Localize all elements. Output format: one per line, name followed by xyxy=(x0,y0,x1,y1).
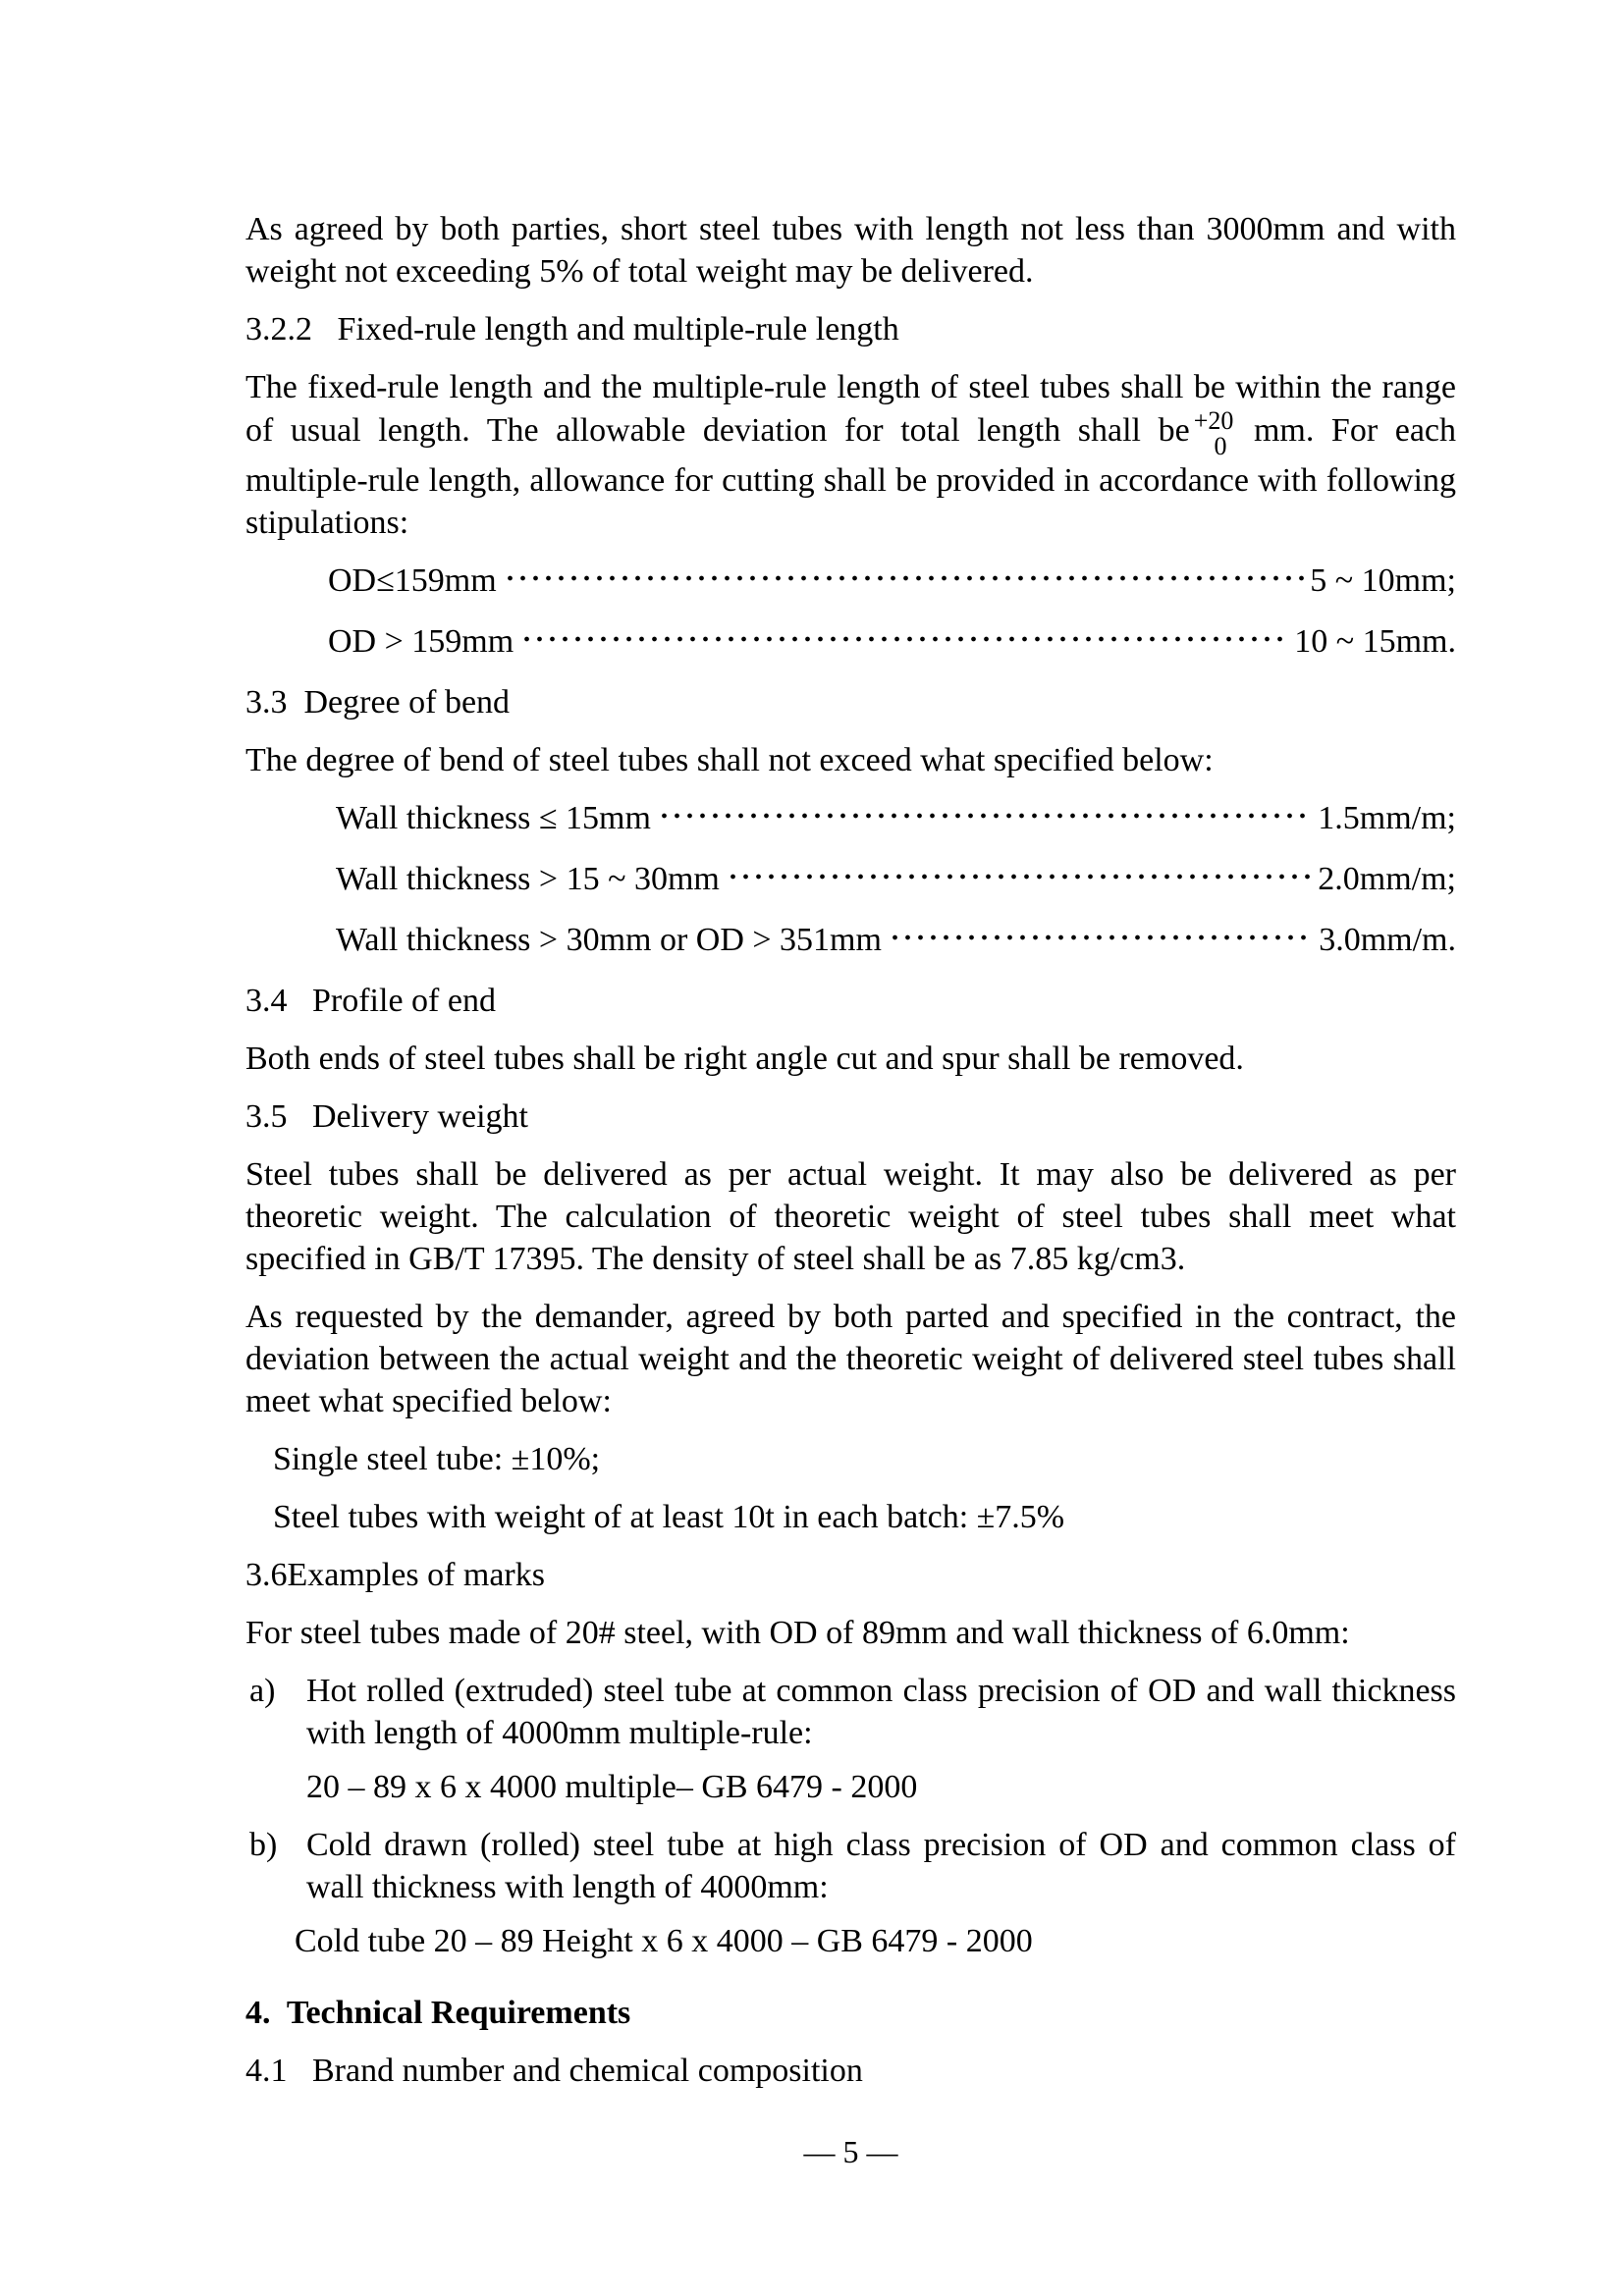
leader-label: Wall thickness > 15 ~ 30mm xyxy=(336,861,720,897)
leader-row-wall-3 xyxy=(245,919,1456,961)
list-text-a: Hot rolled (extruded) steel tube at common class precision of OD and wall thickness with length of 4000mm multiple-rule: xyxy=(306,1673,1456,1751)
para-delivery-weight-1: Steel tubes shall be delivered as per actual weight. It may also be delivered as per theoretic weight. The calculation of theoretic weight of steel tubes shall meet what specified in GB/T 17395. The density of steel shall be as 7.85 kg/cm3. xyxy=(245,1156,1456,1277)
mark-code-a: 20 – 89 x 6 x 4000 multiple– GB 6479 - 2000 xyxy=(306,1769,918,1805)
leader-row-wall-2 xyxy=(245,858,1456,900)
heading-3-5: 3.5 Delivery weight xyxy=(245,1098,528,1135)
leader-value: 10 ~ 15mm. xyxy=(1294,623,1456,660)
page-number: — 5 — xyxy=(803,2134,898,2169)
list-marker-a: a) xyxy=(249,1673,276,1709)
leader-row-wall-1 xyxy=(245,797,1456,839)
tolerance-upper: +20 xyxy=(1193,406,1234,435)
para-degree-of-bend: The degree of bend of steel tubes shall not exceed what specified below: xyxy=(245,742,1214,778)
document-page xyxy=(245,208,1465,2108)
heading-3-6: 3.6Examples of marks xyxy=(245,1557,545,1593)
leader-value: 5 ~ 10mm; xyxy=(1310,562,1456,599)
leader-label: Wall thickness ≤ 15mm xyxy=(336,800,651,836)
leader-label: OD > 159mm xyxy=(328,623,514,660)
heading-3-3: 3.3 Degree of bend xyxy=(245,684,511,721)
heading-4-technical-requirements: 4. Technical Requirements xyxy=(245,1995,631,2031)
list-text-b: Cold drawn (rolled) steel tube at high class precision of OD and common class of wall thickness with length of 4000mm: xyxy=(306,1827,1456,1905)
line-single-tube-tolerance: Single steel tube: ±10%; xyxy=(273,1441,601,1477)
leader-value: 3.0mm/m. xyxy=(1319,922,1456,958)
tolerance-lower: 0 xyxy=(1214,432,1227,460)
list-item-a xyxy=(245,1670,1456,1754)
para-examples-intro: For steel tubes made of 20# steel, with OD of 89mm and wall thickness of 6.0mm: xyxy=(245,1615,1350,1651)
leader-value: 2.0mm/m; xyxy=(1318,861,1456,897)
fixed-rule-text-after: mm. For each multiple-rule length, allowance for cutting shall be provided in accordance with following stipulations: xyxy=(245,412,1465,541)
para-short-tubes: As agreed by both parties, short steel tubes with length not less than 3000mm and with weight not exceeding 5% of total weight may be delivered. xyxy=(245,211,1456,290)
fixed-rule-text-before: The fixed-rule length and the multiple-rule length of steel tubes shall be within the range of usual length. The allowable deviation for total length shall be xyxy=(245,369,1456,449)
para-profile-of-end: Both ends of steel tubes shall be right angle cut and spur shall be removed. xyxy=(245,1041,1244,1077)
dot-leader xyxy=(518,634,1289,644)
dot-leader xyxy=(502,573,1306,583)
dot-leader xyxy=(656,811,1313,821)
para-fixed-rule xyxy=(245,366,1465,544)
list-marker-b: b) xyxy=(249,1827,278,1863)
list-item-b xyxy=(245,1824,1456,1908)
leader-row-od-large xyxy=(245,620,1456,663)
para-delivery-weight-2: As requested by the demander, agreed by both parted and specified in the contract, the deviation between the actual weight and the theoretic weight of delivered steel tubes shall meet what specified below: xyxy=(245,1299,1456,1419)
tolerance-stack xyxy=(1194,408,1234,459)
leader-label: OD≤159mm xyxy=(328,562,497,599)
leader-value: 1.5mm/m; xyxy=(1318,800,1456,836)
line-batch-tolerance: Steel tubes with weight of at least 10t in each batch: ±7.5% xyxy=(273,1499,1065,1535)
heading-3-2-2: 3.2.2 Fixed-rule length and multiple-rule length xyxy=(245,311,899,347)
mark-code-b: Cold tube 20 – 89 Height x 6 x 4000 – GB 6479 - 2000 xyxy=(295,1923,1033,1959)
dot-leader xyxy=(887,933,1314,942)
dot-leader xyxy=(725,872,1313,881)
heading-3-4: 3.4 Profile of end xyxy=(245,983,496,1019)
leader-label: Wall thickness > 30mm or OD > 351mm xyxy=(336,922,882,958)
leader-row-od-small xyxy=(245,560,1456,602)
heading-4-1: 4.1 Brand number and chemical composition xyxy=(245,2053,863,2089)
